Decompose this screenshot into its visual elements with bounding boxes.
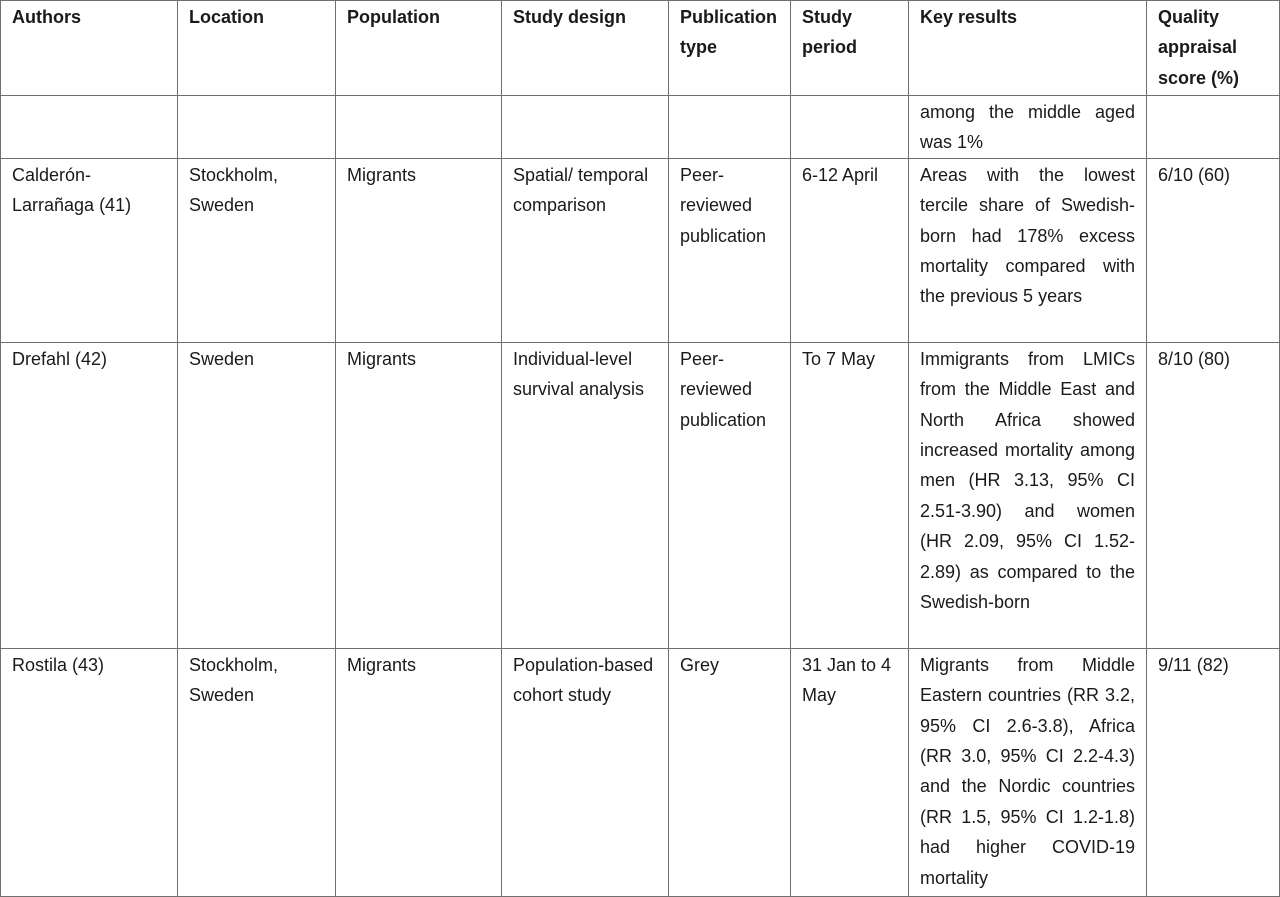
header-study-design: Study design (502, 1, 669, 96)
cell-quality-score (1147, 96, 1280, 159)
cell-quality-score: 6/10 (60) (1147, 158, 1280, 342)
cell-population: Migrants (336, 342, 502, 648)
cell-study-period: 31 Jan to 4 May (791, 648, 909, 896)
cell-authors (1, 96, 178, 159)
table-row (1, 96, 1280, 159)
cell-population (336, 96, 502, 159)
cell-population: Migrants (336, 648, 502, 896)
cell-key-results: Areas with the lowest tercile share of Swedish-born had 178% excess mortality compared with the previous 5 years (909, 158, 1147, 342)
header-publication-type: Publication type (669, 1, 791, 96)
cell-authors: Calderón-Larrañaga (41) (1, 158, 178, 342)
header-authors: Authors (1, 1, 178, 96)
cell-location: Sweden (178, 342, 336, 648)
cell-publication-type (669, 96, 791, 159)
table-row (1, 648, 1280, 896)
cell-study-period (791, 96, 909, 159)
cell-authors: Drefahl (42) (1, 342, 178, 648)
header-quality-score: Quality appraisal score (%) (1147, 1, 1280, 96)
cell-population: Migrants (336, 158, 502, 342)
cell-key-results: among the middle aged was 1% (909, 96, 1147, 159)
cell-quality-score: 9/11 (82) (1147, 648, 1280, 896)
cell-study-design (502, 96, 669, 159)
cell-study-design: Spatial/ temporal comparison (502, 158, 669, 342)
table-row (1, 158, 1280, 342)
cell-quality-score: 8/10 (80) (1147, 342, 1280, 648)
cell-publication-type: Peer-reviewed publication (669, 158, 791, 342)
cell-study-design: Population-based cohort study (502, 648, 669, 896)
header-location: Location (178, 1, 336, 96)
table-row (1, 342, 1280, 648)
cell-key-results: Migrants from Middle Eastern countries (RR 3.2, 95% CI 2.6-3.8), Africa (RR 3.0, 95% CI 2.2-4.3) and the Nordic countries (RR 1.5, 95% CI 1.2-1.8) had higher COVID-19 mortality (909, 648, 1147, 896)
cell-publication-type: Grey (669, 648, 791, 896)
table-header-row (1, 1, 1280, 96)
cell-study-design: Individual-level survival analysis (502, 342, 669, 648)
cell-study-period: 6-12 April (791, 158, 909, 342)
cell-key-results: Immigrants from LMICs from the Middle East and North Africa showed increased mortality among men (HR 3.13, 95% CI 2.51-3.90) and women (HR 2.09, 95% CI 1.52-2.89) as compared to the Swedish-born (909, 342, 1147, 648)
header-population: Population (336, 1, 502, 96)
cell-location: Stockholm, Sweden (178, 648, 336, 896)
cell-study-period: To 7 May (791, 342, 909, 648)
header-key-results: Key results (909, 1, 1147, 96)
cell-location: Stockholm, Sweden (178, 158, 336, 342)
cell-authors: Rostila (43) (1, 648, 178, 896)
header-study-period: Study period (791, 1, 909, 96)
cell-publication-type: Peer-reviewed publication (669, 342, 791, 648)
cell-location (178, 96, 336, 159)
